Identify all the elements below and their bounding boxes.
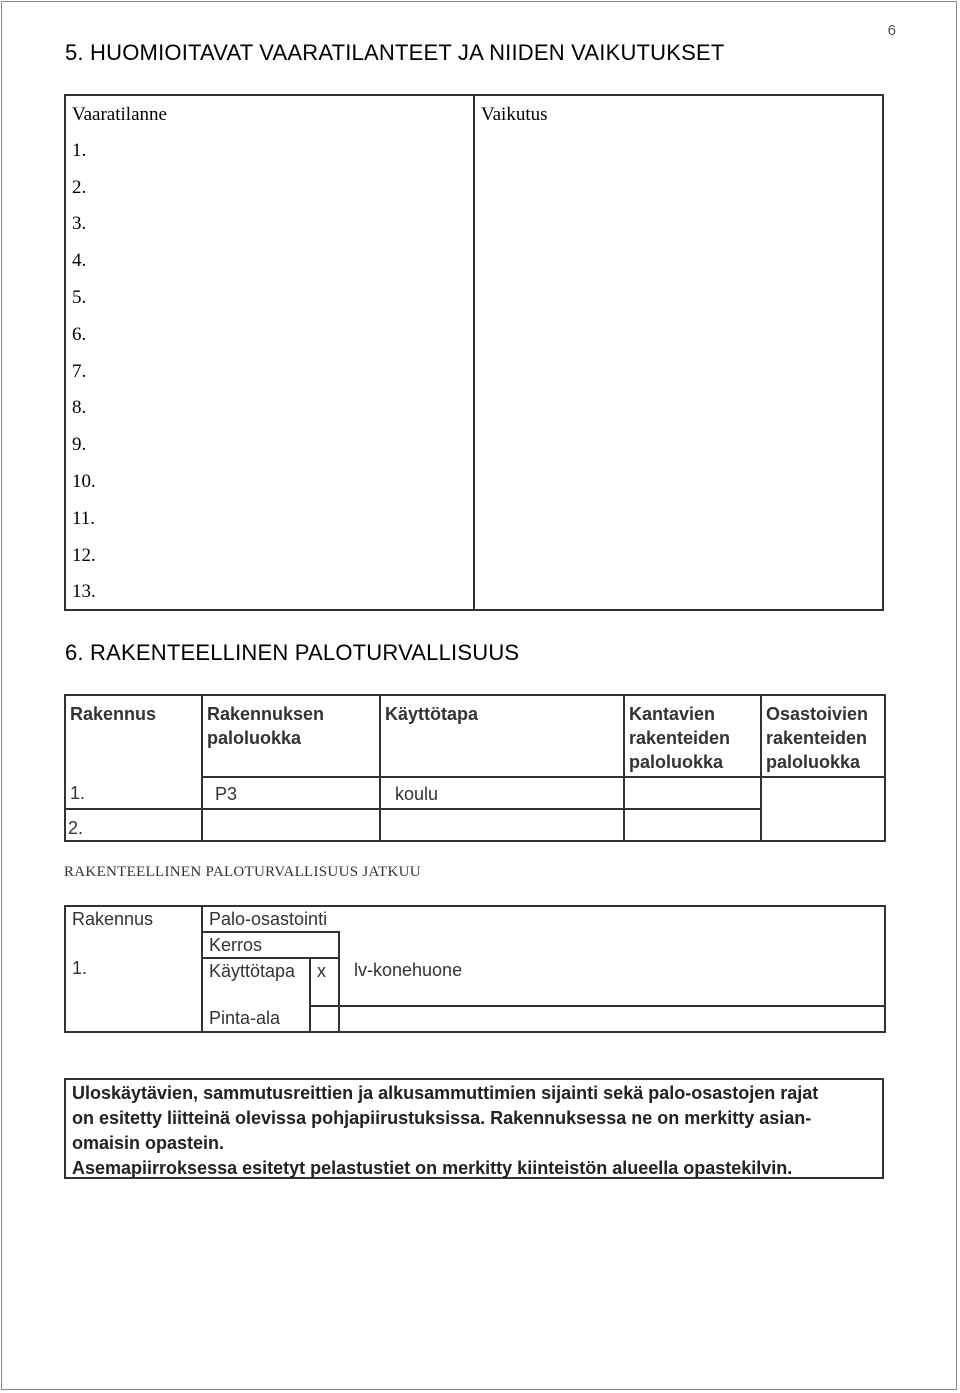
header-fire-class: Rakennuksen paloluokka bbox=[202, 695, 380, 777]
effect-cell bbox=[474, 463, 883, 500]
info-line: Uloskäytävien, sammutusreittien ja alkusammuttimien sijainti sekä palo-osastojen rajat bbox=[72, 1083, 819, 1103]
building-label: Rakennus bbox=[72, 909, 154, 929]
effect-cell bbox=[474, 242, 883, 279]
header-effect: Vaikutus bbox=[474, 95, 883, 132]
effect-cell bbox=[474, 205, 883, 242]
header-building: Rakennus bbox=[65, 695, 202, 777]
table-row: 2. bbox=[65, 169, 474, 206]
hazard-table bbox=[64, 94, 884, 611]
info-line: on esitetty liitteinä olevissa pohjapiirustuksissa. Rakennuksessa ne on merkitty asian- bbox=[72, 1108, 812, 1128]
table-row: 4. bbox=[65, 242, 474, 279]
continuation-title: RAKENTEELLINEN PALOTURVALLISUUS JATKUU bbox=[64, 864, 421, 880]
compartment-label: Palo-osastointi bbox=[202, 906, 885, 932]
floor-value bbox=[339, 932, 885, 958]
area-value bbox=[339, 1006, 885, 1032]
usage-cell: koulu bbox=[380, 777, 624, 809]
header-compartment: Osastoivien rakenteiden paloluokka bbox=[761, 695, 885, 777]
table-row: 10. bbox=[65, 463, 474, 500]
table-row: 3. bbox=[65, 205, 474, 242]
section-5-title: 5. HUOMIOITAVAT VAARATILANTEET JA NIIDEN VAIKUTUKSET bbox=[65, 40, 725, 65]
building-cell: 2. bbox=[65, 809, 202, 841]
building-cell bbox=[65, 906, 202, 1032]
load-bearing-cell bbox=[624, 809, 761, 841]
effect-cell bbox=[474, 500, 883, 537]
building-cell: 1. bbox=[65, 777, 202, 809]
header-load-bearing: Kantavien rakenteiden paloluokka bbox=[624, 695, 761, 777]
table-row: 11. bbox=[65, 500, 474, 537]
area-label: Pinta-ala bbox=[202, 1006, 310, 1032]
usage-cell bbox=[380, 809, 624, 841]
effect-cell bbox=[474, 279, 883, 316]
info-line: Asemapiirroksessa esitetyt pelastustiet on merkitty kiinteistön alueella opastekilvin. bbox=[72, 1158, 793, 1178]
table-row: 12. bbox=[65, 537, 474, 574]
usage-mark: x bbox=[310, 958, 339, 1006]
info-line: omaisin opastein. bbox=[72, 1133, 225, 1153]
fire-safety-table bbox=[64, 694, 886, 842]
table-row: 13. bbox=[65, 573, 474, 610]
header-usage: Käyttötapa bbox=[380, 695, 624, 777]
compartment-cell bbox=[761, 777, 885, 809]
usage-value: lv-konehuone bbox=[339, 958, 885, 1006]
effect-cell bbox=[474, 132, 883, 169]
effect-cell bbox=[474, 537, 883, 574]
fire-class-cell bbox=[202, 809, 380, 841]
table-row: 8. bbox=[65, 389, 474, 426]
effect-cell bbox=[474, 169, 883, 206]
building-value: 1. bbox=[72, 958, 88, 978]
table-row: 1. bbox=[65, 132, 474, 169]
page-number: 6 bbox=[887, 22, 896, 39]
load-bearing-cell bbox=[624, 777, 761, 809]
table-row: 5. bbox=[65, 279, 474, 316]
area-mark bbox=[310, 1006, 339, 1032]
floor-label: Kerros bbox=[202, 932, 339, 958]
fire-class-cell: P3 bbox=[202, 777, 380, 809]
info-box bbox=[64, 1078, 884, 1179]
header-situation: Vaaratilanne bbox=[65, 95, 474, 132]
table-row: 6. bbox=[65, 316, 474, 353]
compartment-table bbox=[64, 905, 886, 1033]
effect-cell bbox=[474, 316, 883, 353]
effect-cell bbox=[474, 389, 883, 426]
usage-label: Käyttötapa bbox=[202, 958, 310, 1006]
table-row: 9. bbox=[65, 426, 474, 463]
section-6-title: 6. RAKENTEELLINEN PALOTURVALLISUUS bbox=[65, 640, 520, 665]
compartment-cell bbox=[761, 809, 885, 841]
effect-cell bbox=[474, 426, 883, 463]
effect-cell bbox=[474, 573, 883, 610]
effect-cell bbox=[474, 353, 883, 390]
table-row: 7. bbox=[65, 353, 474, 390]
